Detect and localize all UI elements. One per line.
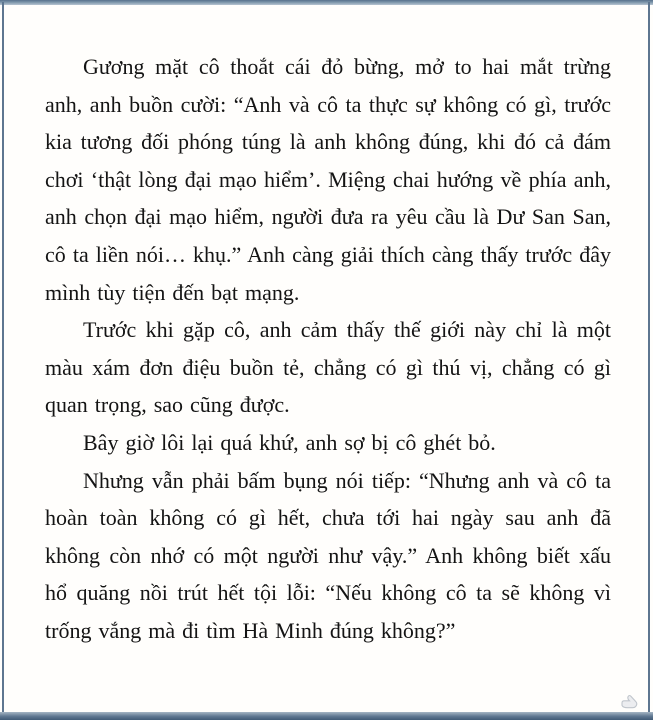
page-text bbox=[45, 48, 611, 650]
window-frame-right bbox=[648, 2, 650, 716]
hand-cursor-icon bbox=[618, 693, 640, 711]
paragraph: Nhưng vẫn phải bấm bụng nói tiếp: “Nhưng anh và cô ta hoàn toàn không có gì hết, chưa tới hai ngày sau anh đã không còn nhớ có một người như vậy.” Anh không biết xấu hổ quăng nồi trút hết tội lỗi: “Nếu không cô ta sẽ không vì trống vắng mà đi tìm Hà Minh đúng không?” bbox=[45, 467, 611, 643]
window-frame-bottom bbox=[0, 712, 653, 720]
window-frame-top bbox=[0, 0, 653, 5]
paragraph: Bây giờ lôi lại quá khứ, anh sợ bị cô ghét bỏ. bbox=[83, 429, 496, 455]
paragraph: Trước khi gặp cô, anh cảm thấy thế giới này chỉ là một màu xám đơn điệu buồn tẻ, chẳng có gì thú vị, chẳng có gì quan trọng, sao cũng được. bbox=[45, 317, 611, 418]
paragraph: Gương mặt cô thoắt cái đỏ bừng, mở to hai mắt trừng anh, anh buồn cười: “Anh và cô ta thực sự không có gì, trước kia tương đối phóng túng là anh không đúng, khi đó cả đám chơi ‘thật lòng đại mạo hiểm’. Miệng chai hướng về phía anh, anh chọn đại mạo hiểm, người đưa ra yêu cầu là Dư San San, cô ta liền nói… khụ.” Anh càng giải thích càng thấy trước đây mình tùy tiện đến bạt mạng. bbox=[45, 54, 611, 305]
window-frame-left bbox=[2, 2, 4, 716]
